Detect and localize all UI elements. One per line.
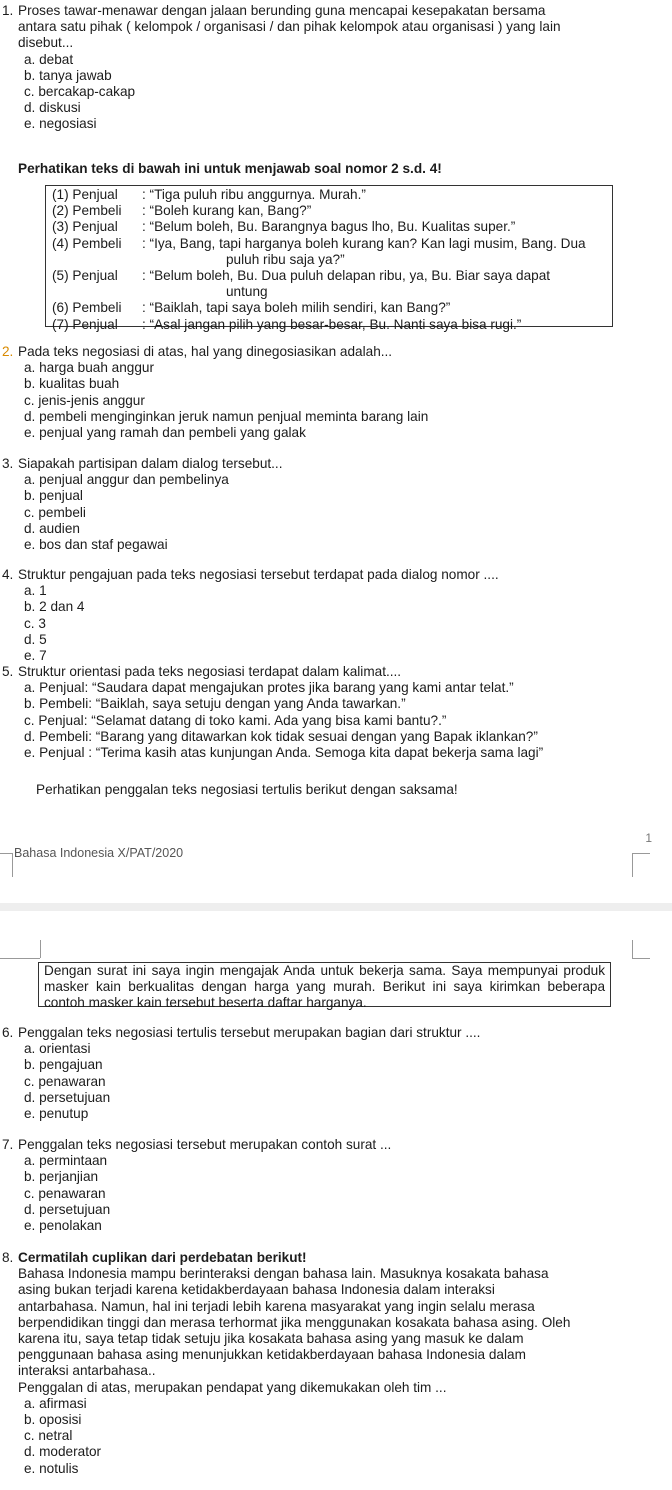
option: b. penjual — [24, 488, 83, 504]
footer-rule — [0, 853, 12, 854]
speaker-label: (3) Penjual — [52, 219, 118, 235]
option: d. audien — [24, 520, 80, 536]
footer-rule — [632, 853, 633, 877]
dialog-text: : “Asal jangan pilih yang besar-besar, Bu. Nanti saya bisa rugi.” — [142, 316, 522, 332]
question-number: 4. — [2, 567, 14, 582]
dialog-text: : “Belum boleh, Bu. Barangnya bagus lho, Bu. Kualitas super.” — [142, 219, 516, 235]
instruction-heading-2: Perhatikan penggalan teks negosiasi tertulis berikut dengan saksama! — [36, 782, 458, 797]
question-2 — [2, 344, 658, 441]
option: e. bos dan staf pegawai — [24, 537, 168, 553]
option: d. persetujuan — [24, 1201, 111, 1217]
question-number: 8. — [2, 1250, 14, 1265]
option: d. diskusi — [24, 100, 81, 116]
option: a. orientasi — [24, 1041, 91, 1057]
question-6 — [2, 1025, 658, 1122]
option: d. moderator — [24, 1444, 102, 1460]
dialog-box — [45, 185, 613, 332]
letter-excerpt-box — [38, 962, 611, 1011]
passage-line: karena itu, saya tetap tidak setuju jika kosakata bahasa asing yang masuk ke dalam — [18, 1331, 524, 1347]
option: e. 7 — [24, 648, 47, 664]
option: a. harga buah anggur — [24, 360, 155, 376]
dialog-line — [52, 268, 612, 284]
dialog-text: untung — [226, 284, 268, 300]
option: a. penjual anggur dan pembelinya — [24, 472, 229, 488]
dialog-text: : “Iya, Bang, tapi harganya boleh kurang kan? Kan lagi musim, Bang. Dua — [142, 235, 586, 251]
option: a. permintaan — [24, 1153, 108, 1169]
question-stem-line: antara satu pihak ( kelompok / organisasi / dan pihak kelompok atau organisasi ) yang lain — [18, 19, 561, 35]
speaker-label: (2) Pembeli — [52, 203, 122, 219]
option: c. netral — [24, 1428, 73, 1444]
question-stem: Struktur orientasi pada teks negosiasi terdapat dalam kalimat.... — [18, 664, 402, 679]
question-stem-line: disebut... — [18, 35, 74, 51]
option: e. penjual yang ramah dan pembeli yang galak — [24, 425, 306, 441]
dialog-line — [52, 300, 612, 316]
footer-subject: Bahasa Indonesia X/PAT/2020 — [14, 846, 184, 860]
speaker-label: (5) Penjual — [52, 267, 118, 283]
option: d. Pembeli: “Barang yang ditawarkan kok tidak sesuai dengan yang Bapak iklankan?” — [24, 728, 538, 744]
option: e. penutup — [24, 1106, 89, 1122]
header-rule — [632, 940, 633, 958]
passage-line: asing bukan terjadi karena ketidakberdayaan bahasa Indonesia dalam interaksi — [18, 1282, 495, 1298]
header-rule — [632, 958, 650, 959]
option: c. Penjual: “Selamat datang di toko kami. Ada yang bisa kami bantu?.” — [24, 712, 447, 728]
option: e. penolakan — [24, 1218, 102, 1234]
option: b. pengajuan — [24, 1057, 103, 1073]
option: b. kualitas buah — [24, 376, 120, 392]
passage-line: interaksi antarbahasa.. — [18, 1363, 156, 1379]
header-rule — [40, 940, 41, 958]
dialog-line — [52, 219, 612, 235]
dialog-text: puluh ribu saja ya?” — [226, 251, 345, 267]
page-footer — [0, 830, 672, 910]
option: b. Pembeli: “Baiklah, saya setuju dengan yang Anda tawarkan.” — [24, 696, 406, 712]
question-number: 6. — [2, 1025, 14, 1040]
question-stem: Pada teks negosiasi di atas, hal yang dinegosiasikan adalah... — [18, 344, 393, 359]
question-8 — [2, 1250, 658, 1477]
question-prompt: Penggalan di atas, merupakan pendapat yang dikemukakan oleh tim ... — [18, 1379, 447, 1395]
question-3 — [2, 456, 658, 553]
question-stem: Siapakah partisipan dalam dialog tersebut... — [18, 456, 283, 471]
instruction-heading: Perhatikan teks di bawah ini untuk menjawab soal nomor 2 s.d. 4! — [18, 161, 442, 176]
passage-line: berpendidikan tinggi dan merasa terhormat jika menggunakan kosakata bahasa asing. Oleh — [18, 1314, 571, 1330]
question-number: 5. — [2, 664, 14, 679]
dialog-line — [52, 187, 612, 203]
option: b. tanya jawab — [24, 67, 112, 83]
dialog-text: : “Baiklah, tapi saya boleh milih sendiri, kan Bang?” — [142, 300, 451, 316]
footer-rule — [632, 853, 650, 854]
dialog-continuation — [52, 252, 612, 268]
dialog-text: : “Belum boleh, Bu. Dua puluh delapan ribu, ya, Bu. Biar saya dapat — [142, 267, 551, 283]
option: b. oposisi — [24, 1412, 82, 1428]
page-number: 1 — [645, 831, 652, 845]
question-number: 1. — [2, 3, 14, 18]
dialog-line — [52, 203, 612, 219]
question-stem: Penggalan teks negosiasi tertulis tersebut merupakan bagian dari struktur .... — [18, 1025, 481, 1040]
question-1 — [2, 3, 658, 133]
option: e. negosiasi — [24, 116, 97, 132]
option: c. bercakap-cakap — [24, 84, 136, 100]
option: c. pembeli — [24, 504, 86, 520]
option: a. debat — [24, 51, 74, 67]
question-4 — [2, 567, 658, 664]
question-stem: Struktur pengajuan pada teks negosiasi tersebut terdapat pada dialog nomor .... — [18, 567, 499, 582]
option: d. 5 — [24, 631, 47, 647]
question-7 — [2, 1137, 658, 1234]
question-number: 7. — [2, 1137, 14, 1152]
question-number: 2. — [2, 344, 14, 359]
speaker-label: (1) Penjual — [52, 187, 118, 202]
passage-line: antarbahasa. Namun, hal ini terjadi lebih karena masyarakat yang ingin selalu merasa — [18, 1298, 535, 1314]
speaker-label: (4) Pembeli — [52, 235, 122, 251]
question-stem-line: Proses tawar-menawar dengan jalaan berunding guna mencapai kesepakatan bersama — [18, 3, 546, 18]
page-separator — [0, 903, 672, 911]
header-rule — [0, 958, 40, 959]
question-stem: Cermatilah cuplikan dari perdebatan berikut! — [18, 1250, 307, 1265]
option: d. persetujuan — [24, 1089, 111, 1105]
dialog-text: : “Tiga puluh ribu anggurnya. Murah.” — [142, 187, 366, 202]
option: e. Penjual : “Terima kasih atas kunjungan Anda. Semoga kita dapat bekerja sama lagi” — [24, 745, 544, 761]
footer-rule — [12, 853, 13, 877]
option: b. perjanjian — [24, 1169, 99, 1185]
question-stem: Penggalan teks negosiasi tersebut merupakan contoh surat ... — [18, 1137, 392, 1152]
dialog-text: : “Boleh kurang kan, Bang?” — [142, 203, 312, 219]
dialog-continuation — [52, 284, 612, 300]
speaker-label: (7) Penjual — [52, 316, 118, 332]
question-5 — [2, 664, 658, 761]
option: a. afirmasi — [24, 1395, 87, 1411]
option: c. penawaran — [24, 1073, 106, 1089]
option: e. notulis — [24, 1460, 79, 1476]
option: a. Penjual: “Saudara dapat mengajukan protes jika barang yang kami antar telat.” — [24, 680, 514, 696]
passage-line: penggunaan bahasa asing menunjukkan ketidakberdayaan bahasa Indonesia dalam — [18, 1347, 526, 1363]
speaker-label: (6) Pembeli — [52, 300, 122, 316]
option: b. 2 dan 4 — [24, 599, 85, 615]
option: a. 1 — [24, 583, 47, 599]
dialog-line — [52, 317, 612, 333]
passage-line: Bahasa Indonesia mampu berinteraksi dengan bahasa lain. Masuknya kosakata bahasa — [18, 1266, 549, 1282]
dialog-line — [52, 236, 612, 252]
question-number: 3. — [2, 456, 14, 471]
option: c. penawaran — [24, 1185, 106, 1201]
option: c. 3 — [24, 615, 46, 631]
option: d. pembeli menginginkan jeruk namun penjual meminta barang lain — [24, 408, 429, 424]
option: c. jenis-jenis anggur — [24, 392, 145, 408]
letter-excerpt-text: Dengan surat ini saya ingin mengajak Anda untuk bekerja sama. Saya mempunyai produk masker kain berkualitas dengan harga yang murah. Berikut ini saya kirimkan beberapa contoh masker kain tersebut beserta daftar harganya. — [44, 963, 605, 1011]
